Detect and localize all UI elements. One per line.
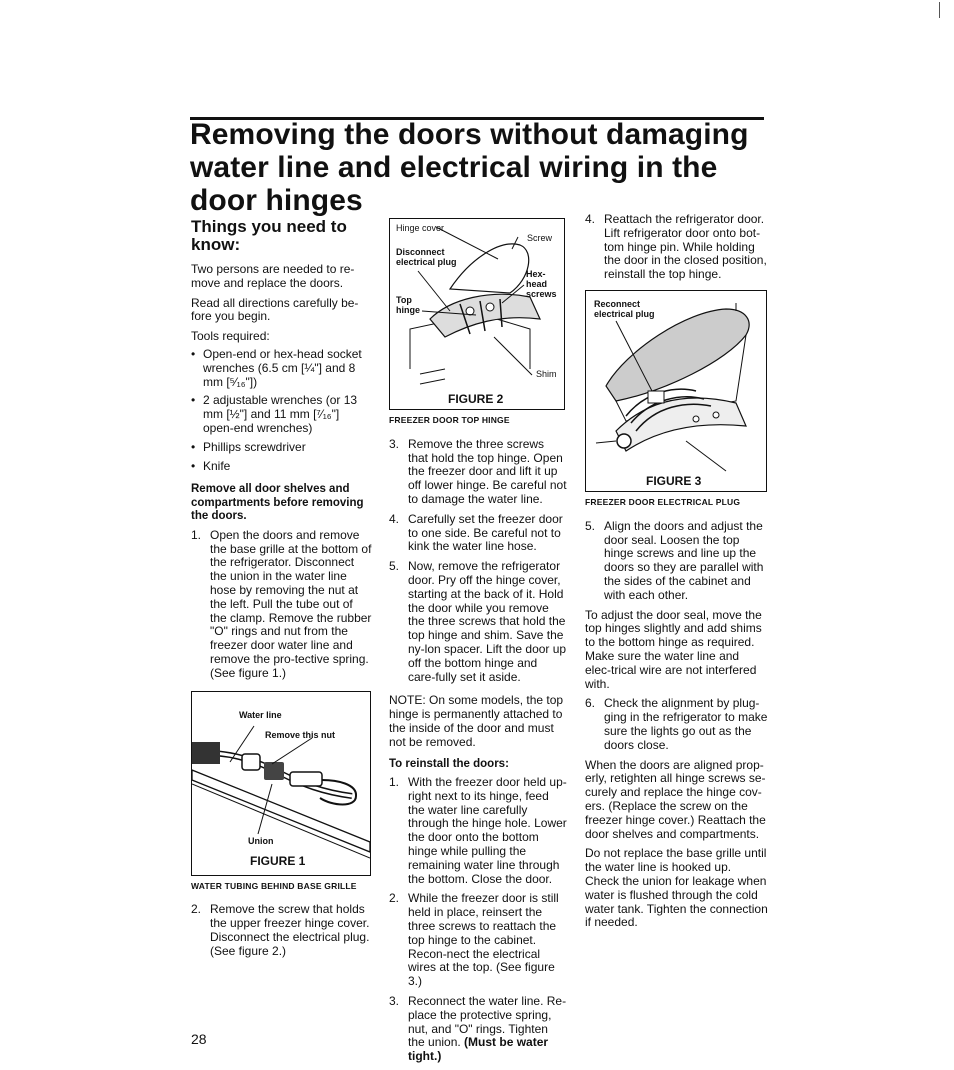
step-text: Open the doors and remove the base grille at the bottom of the refrigerator. Disconnect the union in the water line hose by removing the nut at the left. Pull the tube out of the clamp. Remove the rubber "O" rings and nut from the freezer door water line and remove the pro-tective spring. (See figure 1.) — [210, 527, 372, 680]
step-item — [191, 529, 372, 681]
step-item — [585, 697, 768, 752]
steps-list — [585, 697, 768, 752]
base-grille-paragraph: Do not replace the base grille until the water line is hooked up. Check the union for leakage when water is flushed through the cold water tank. Tighten the connection if needed. — [585, 846, 768, 930]
reinstall-steps-list — [389, 776, 567, 1064]
tools-list — [191, 348, 372, 473]
label-screw: Screw — [527, 233, 553, 243]
step-text: Align the doors and adjust the door seal. Loosen the top hinge screws and line up the doors so they are parallel with the sides of the cabinet and with each other. — [604, 518, 764, 602]
reinstall-heading: To reinstall the doors: — [389, 757, 509, 770]
step-emphasis: (Must be water tight.) — [408, 1035, 549, 1064]
note-text: On some models, the top hinge is permanently attached to the inside of the door and must not be removed. — [389, 693, 564, 749]
step-number: 5. — [585, 518, 596, 533]
step-number: 4. — [585, 212, 596, 226]
tool-item: • Knife — [191, 460, 372, 474]
tool-item: • 2 adjustable wrenches (or 13 mm [½"] and 11 mm [⁷⁄₁₆"] open-end wrenches) — [191, 394, 372, 435]
step-number: 4. — [389, 511, 400, 526]
step-item — [389, 776, 567, 886]
steps-list — [191, 903, 372, 958]
step-item — [389, 995, 567, 1064]
step-number: 1. — [389, 775, 400, 790]
intro-paragraph: Read all directions carefully be-fore you begin. — [191, 295, 359, 324]
label-remove-nut: Remove this nut — [265, 729, 336, 740]
figure-1 — [191, 691, 371, 876]
label-union: Union — [248, 835, 274, 846]
step-number: 2. — [389, 891, 400, 906]
step-item — [585, 213, 768, 282]
note-paragraph — [389, 694, 567, 749]
step-item — [389, 560, 567, 684]
label-hex-head-screws: Hex-head screws — [526, 269, 557, 299]
aligned-paragraph: When the doors are aligned prop-erly, retighten all hinge screws se-curely and replace the hinge cov-ers. (Replace the screw on the freezer hinge cover.) Reattach the door shelves and compartments. — [585, 757, 766, 841]
step-text: Now, remove the refrigerator door. Pry off the hinge cover, starting at the back of it. Hold the door while you remove the three screws that hold the top hinge and shim. Save the ny-lon spacer. Lift the door up off the bottom hinge and care-fully set it aside. — [408, 559, 567, 684]
steps-list — [191, 529, 372, 681]
label-top-hinge: Top hinge — [396, 295, 420, 315]
figure-2 — [389, 218, 565, 410]
step-item — [389, 438, 567, 507]
step-text: Reattach the refrigerator door. Lift refrigerator door onto bot-tom hinge pin. While holding the door in the closed position, reinstall the top hinge. — [604, 212, 767, 282]
figure-caption: FREEZER DOOR ELECTRICAL PLUG — [585, 496, 741, 507]
label-reconnect-plug: Reconnect electrical plug — [594, 298, 655, 319]
adjust-seal-paragraph: To adjust the door seal, move the top hinges slightly and add shims to the bottom hinge as required. Make sure the water line and elec-trical wire are not interfered with. — [585, 607, 762, 691]
label-shim: Shim — [536, 369, 557, 379]
tool-item: • Open-end or hex-head socket wrenches (6.5 cm [¼"] and 8 mm [⁵⁄₁₆"]) — [191, 348, 372, 389]
figure-number: FIGURE 2 — [448, 392, 504, 406]
step-item — [389, 513, 567, 554]
label-water-line: Water line — [239, 709, 282, 720]
tool-item: • Phillips screwdriver — [191, 441, 372, 455]
figure-number: FIGURE 3 — [646, 473, 702, 488]
step-text: Check the alignment by plug-ging in the refrigerator to make sure the lights go out as the doors close. — [604, 696, 768, 752]
column-2 — [389, 218, 567, 1070]
step-number: 1. — [191, 527, 202, 542]
step-number: 6. — [585, 696, 596, 711]
step-text: Reconnect the water line. Re-place the protective spring, nut, and "O" rings. Tighten the union. — [408, 993, 567, 1050]
intro-paragraph: Tools required: — [191, 329, 270, 344]
subheading: Things you need to know: — [191, 217, 347, 254]
step-item — [585, 520, 768, 603]
step-item — [389, 892, 567, 989]
step-number: 3. — [389, 436, 400, 451]
page-title: Removing the doors without damaging water line and electrical wiring in the door hinges — [190, 118, 749, 217]
label-disconnect-plug: Disconnect electrical plug — [396, 247, 457, 267]
figure-3 — [585, 290, 767, 492]
step-number: 5. — [389, 559, 400, 574]
note-label: NOTE: — [389, 693, 426, 708]
figure-caption: FREEZER DOOR TOP HINGE — [389, 415, 510, 425]
step-text: Carefully set the freezer door to one side. Be careful not to kink the water line hose. — [408, 511, 563, 554]
steps-list — [585, 213, 768, 282]
step-text: While the freezer door is still held in place, reinsert the three screws to reattach the top hinge to the cabinet. Recon-nect the electrical wires at the top. (See figure 3.) — [408, 891, 559, 989]
step-number: 2. — [191, 902, 202, 917]
step-text: With the freezer door held up-right next to its hinge, feed the water line carefully through the hinge hole. Lower the door onto the bottom hinge while pulling the remaining water line through the bottom. Close the door. — [408, 775, 567, 886]
step-item — [191, 903, 372, 958]
steps-list — [389, 438, 567, 685]
column-3 — [585, 213, 768, 936]
intro-paragraph: Two persons are needed to re-move and replace the doors. — [191, 262, 355, 290]
step-text: Remove the screw that holds the upper freezer hinge cover. Disconnect the electrical plug. (See figure 2.) — [210, 902, 370, 958]
steps-list — [585, 520, 768, 603]
step-text: Remove the three screws that hold the top hinge. Open the freezer door and lift it up off lower hinge. Be careful not to damage the water line. — [408, 436, 567, 506]
column-1 — [191, 218, 372, 965]
figure-caption: WATER TUBING BEHIND BASE GRILLE — [191, 880, 357, 891]
electrical-plug-illustration — [586, 291, 766, 491]
scan-edge-mark — [939, 2, 940, 18]
remove-shelves-note: Remove all door shelves and compartments before removing the doors. — [191, 483, 364, 523]
label-hinge-cover: Hinge cover — [396, 223, 445, 233]
page-number: 28 — [191, 1031, 207, 1047]
step-number: 3. — [389, 993, 400, 1008]
figure-number: FIGURE 1 — [250, 853, 306, 868]
